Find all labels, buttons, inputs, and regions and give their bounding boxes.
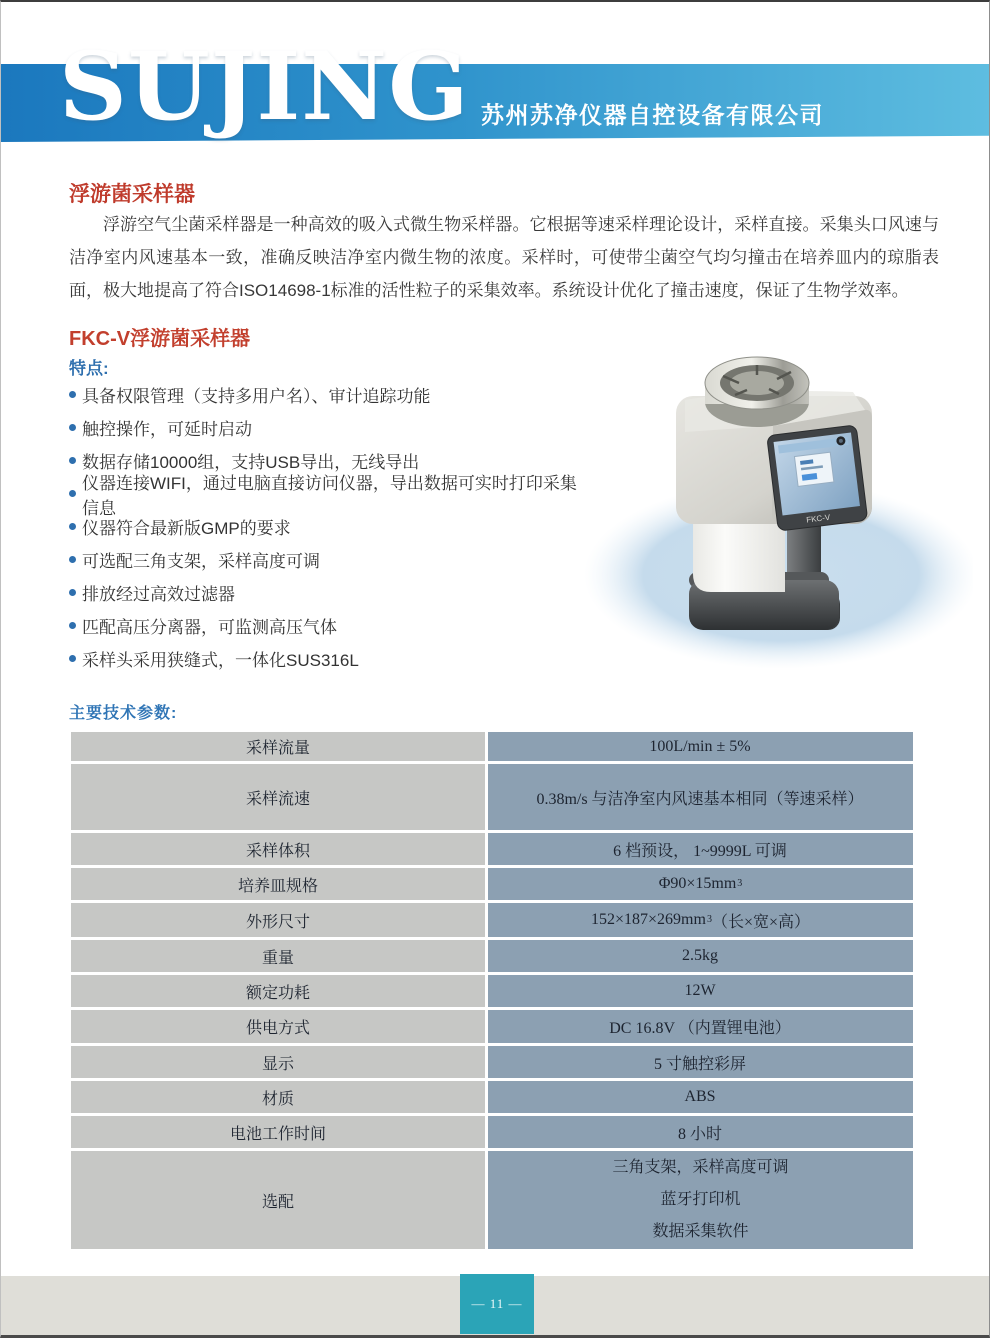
bullet-icon <box>69 457 76 464</box>
spec-table <box>71 732 913 1252</box>
spec-value: 三角支架，采样高度可调 蓝牙打印机 数据采集软件 <box>488 1151 913 1249</box>
feature-item <box>69 543 589 576</box>
feature-item <box>69 576 589 609</box>
spec-row <box>71 833 913 865</box>
spec-value: DC 16.8V （内置锂电池） <box>488 1010 913 1043</box>
bullet-icon <box>69 655 76 662</box>
spec-row <box>71 764 913 830</box>
spec-label: 材质 <box>71 1081 485 1113</box>
spec-row <box>71 903 913 937</box>
features-list <box>69 378 589 675</box>
device-model-label: FKC-V <box>805 512 831 525</box>
feature-item <box>69 411 589 444</box>
spec-row <box>71 975 913 1007</box>
product-title: FKC-V浮游菌采样器 <box>69 328 251 350</box>
feature-item <box>69 609 589 642</box>
spec-label: 采样体积 <box>71 833 485 865</box>
sujing-logo: SUJING <box>59 32 470 142</box>
feature-text: 排放经过高效过滤器 <box>82 585 235 604</box>
spec-value: 8 小时 <box>488 1116 913 1148</box>
spec-value: 6 档预设， 1~9999L 可调 <box>488 833 913 865</box>
company-name: 苏州苏净仪器自控设备有限公司 <box>481 102 824 128</box>
spec-row <box>71 940 913 972</box>
feature-item <box>69 642 589 675</box>
page-number-box <box>460 1274 534 1334</box>
spec-label: 选配 <box>71 1151 485 1249</box>
specs-title: 主要技术参数: <box>69 705 178 722</box>
spec-value: 152×187×269mm 3 （长×宽×高） <box>488 903 913 937</box>
feature-item <box>69 473 589 518</box>
spec-row <box>71 732 913 761</box>
spec-value: ABS <box>488 1081 913 1113</box>
touchscreen <box>767 425 868 531</box>
spec-value: 2.5kg <box>488 940 913 972</box>
page-number: — 11 — <box>471 1296 523 1311</box>
feature-text: 可选配三角支架，采样高度可调 <box>82 552 320 571</box>
feature-text: 匹配高压分离器，可监测高压气体 <box>82 618 337 637</box>
feature-text: 采样头采用狭缝式，一体化SUS316L <box>82 651 359 670</box>
bullet-icon <box>69 424 76 431</box>
bullet-icon <box>69 622 76 629</box>
spec-value: 5 寸触控彩屏 <box>488 1046 913 1078</box>
spec-row <box>71 1010 913 1043</box>
spec-row <box>71 1151 913 1249</box>
spec-label: 电池工作时间 <box>71 1116 485 1148</box>
spec-value: 12W <box>488 975 913 1007</box>
bullet-icon <box>69 589 76 596</box>
spec-row <box>71 868 913 900</box>
spec-row <box>71 1116 913 1148</box>
bullet-icon <box>69 490 76 497</box>
spec-value: Φ90×15mm 3 <box>488 868 913 900</box>
product-photo <box>573 340 973 670</box>
feature-item <box>69 378 589 411</box>
page-title: 浮游菌采样器 <box>69 183 195 206</box>
spec-value: 100L/min ± 5% <box>488 732 913 761</box>
spec-label: 额定功耗 <box>71 975 485 1007</box>
spec-label: 重量 <box>71 940 485 972</box>
spec-row <box>71 1081 913 1113</box>
spec-label: 培养皿规格 <box>71 868 485 900</box>
spec-label: 采样流量 <box>71 732 485 761</box>
intro-paragraph: 浮游空气尘菌采样器是一种高效的吸入式微生物采样器。它根据等速采样理论设计，采样直接。采集头口风速与洁净室内风速基本一致，准确反映洁净室内微生物的浓度。采样时，可使带尘菌空气均匀撞击在培养皿内的琼脂表面，极大地提高了符合ISO14698-1标准的活性粒子的采集效率。系统设计优化了撞击速度，保证了生物学效率。 <box>69 215 939 300</box>
feature-text: 具备权限管理（支持多用户名）、审计追踪功能 <box>82 387 431 406</box>
sampling-head <box>705 357 809 427</box>
feature-text: 仪器连接WIFI，通过电脑直接访问仪器，导出数据可实时打印采集信息 <box>82 473 577 518</box>
bullet-icon <box>69 523 76 530</box>
spec-row <box>71 1046 913 1078</box>
bullet-icon <box>69 556 76 563</box>
spec-label: 采样流速 <box>71 764 485 830</box>
spec-value: 0.38m/s 与洁净室内风速基本相同（等速采样） <box>488 764 913 830</box>
spec-label: 外形尺寸 <box>71 903 485 937</box>
spec-label: 供电方式 <box>71 1010 485 1043</box>
feature-text: 仪器符合最新版GMP的要求 <box>82 519 291 538</box>
features-label: 特点: <box>69 359 109 378</box>
spec-label: 显示 <box>71 1046 485 1078</box>
feature-text: 触控操作，可延时启动 <box>82 420 252 439</box>
feature-text: 数据存储10000组，支持USB导出，无线导出 <box>82 453 420 472</box>
bullet-icon <box>69 391 76 398</box>
